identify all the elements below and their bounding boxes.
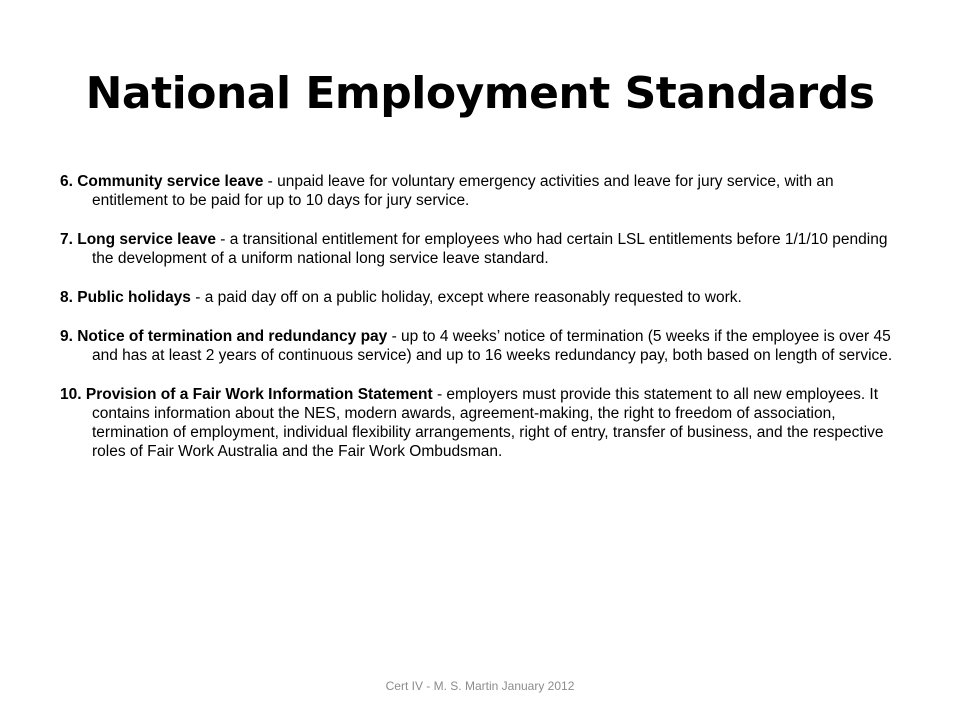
nes-item-long-service-leave [60,230,910,268]
slide-body [60,172,910,481]
item-term: 7. Long service leave [60,231,216,248]
nes-item-fair-work-information-statement [60,385,910,461]
item-text: - a paid day off on a public holiday, except where reasonably requested to work. [190,289,742,306]
slide-footer: Cert IV - M. S. Martin January 2012 [385,679,575,693]
item-term: 6. Community service leave [60,173,264,190]
nes-item-community-service-leave [60,172,910,210]
slide-title: National Employment Standards [85,68,875,119]
item-text: - unpaid leave for voluntary emergency activities and leave for jury service, with an entitlement to be paid for up to 10 days for jury service. [92,173,834,209]
item-text: - up to 4 weeks’ notice of termination (5 weeks if the employee is over 45 and has at least 2 years of continuous service) and up to 16 weeks redundancy pay, both based on length of service. [92,328,893,364]
item-text: - a transitional entitlement for employees who had certain LSL entitlements before 1/1/10 pending the development of a uniform national long service leave standard. [92,231,888,267]
nes-item-notice-termination-redundancy [60,327,910,365]
item-term: 8. Public holidays [60,289,191,306]
item-text: - employers must provide this statement to all new employees. It contains information about the NES, modern awards, agreement-making, the right to freedom of association, termination of employment, individual flexibility arrangements, right of entry, transfer of business, and the respective roles of Fair Work Australia and the Fair Work Ombudsman. [92,386,884,460]
item-term: 9. Notice of termination and redundancy pay [60,328,388,345]
nes-item-public-holidays [60,288,910,307]
item-term: 10. Provision of a Fair Work Information Statement [60,386,433,403]
